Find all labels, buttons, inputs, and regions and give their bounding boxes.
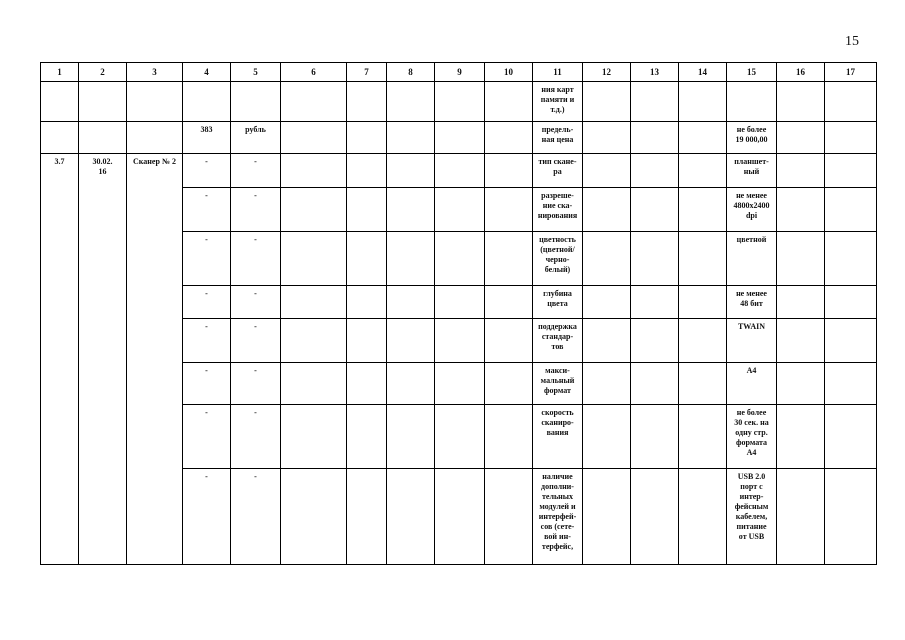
cell-value: цветной <box>727 232 777 286</box>
cell-col17 <box>825 319 877 363</box>
cell-col6 <box>281 232 347 286</box>
cell-col13 <box>631 188 679 232</box>
cell-unit-name: - <box>231 286 281 319</box>
cell-col17 <box>825 286 877 319</box>
cell-unit-code: - <box>183 232 231 286</box>
cell-col12 <box>583 319 631 363</box>
header-cell: 4 <box>183 63 231 82</box>
cell-col2 <box>79 82 127 122</box>
header-cell: 16 <box>777 63 825 82</box>
cell-col13 <box>631 82 679 122</box>
cell-col13 <box>631 122 679 154</box>
cell-characteristic: глубина цвета <box>533 286 583 319</box>
cell-value: USB 2.0 порт с интер- фейсным кабелем, питание от USB <box>727 469 777 565</box>
cell-col12 <box>583 122 631 154</box>
header-cell: 2 <box>79 63 127 82</box>
header-cell: 3 <box>127 63 183 82</box>
cell-characteristic: цветность (цветной/ черно- белый) <box>533 232 583 286</box>
cell-characteristic: наличие дополни- тельных модулей и интерфей- сов (сете- вой ин- терфейс, <box>533 469 583 565</box>
cell-col6 <box>281 363 347 405</box>
cell-col14 <box>679 469 727 565</box>
table-row <box>41 82 877 122</box>
cell-okpd-code: 30.02. 16 <box>79 154 127 565</box>
cell-value: не более 19 000,00 <box>727 122 777 154</box>
cell-characteristic: скорость сканиро- вания <box>533 405 583 469</box>
cell-col8 <box>387 319 435 363</box>
cell-col17 <box>825 363 877 405</box>
cell-col14 <box>679 122 727 154</box>
cell-unit-code: - <box>183 154 231 188</box>
cell-col16 <box>777 319 825 363</box>
cell-col7 <box>347 232 387 286</box>
cell-col14 <box>679 154 727 188</box>
cell-value: не менее 4800х2400 dpi <box>727 188 777 232</box>
cell-unit-name: - <box>231 469 281 565</box>
header-cell: 14 <box>679 63 727 82</box>
cell-col3 <box>127 122 183 154</box>
cell-unit-name: рубль <box>231 122 281 154</box>
cell-col9 <box>435 232 485 286</box>
cell-col8 <box>387 188 435 232</box>
header-cell: 8 <box>387 63 435 82</box>
table-header-row <box>41 63 877 82</box>
cell-col17 <box>825 154 877 188</box>
cell-col16 <box>777 122 825 154</box>
cell-unit-code: - <box>183 286 231 319</box>
header-cell: 5 <box>231 63 281 82</box>
cell-col9 <box>435 122 485 154</box>
cell-col16 <box>777 188 825 232</box>
cell-characteristic: предель- ная цена <box>533 122 583 154</box>
cell-item-name: Сканер № 2 <box>127 154 183 565</box>
cell-col17 <box>825 188 877 232</box>
cell-col7 <box>347 154 387 188</box>
cell-col7 <box>347 122 387 154</box>
cell-unit-code: 383 <box>183 122 231 154</box>
cell-unit-name: - <box>231 363 281 405</box>
cell-value <box>727 82 777 122</box>
cell-col17 <box>825 469 877 565</box>
cell-value: планшет- ный <box>727 154 777 188</box>
cell-col17 <box>825 232 877 286</box>
cell-characteristic: тип скане- ра <box>533 154 583 188</box>
cell-col12 <box>583 188 631 232</box>
cell-col9 <box>435 188 485 232</box>
cell-col12 <box>583 363 631 405</box>
cell-col8 <box>387 154 435 188</box>
cell-item-number: 3.7 <box>41 154 79 565</box>
cell-unit-name: - <box>231 154 281 188</box>
cell-col8 <box>387 405 435 469</box>
cell-col13 <box>631 286 679 319</box>
cell-col9 <box>435 469 485 565</box>
cell-col14 <box>679 363 727 405</box>
cell-value: не более 30 сек. на одну стр. формата А4 <box>727 405 777 469</box>
cell-col7 <box>347 286 387 319</box>
header-cell: 17 <box>825 63 877 82</box>
header-cell: 7 <box>347 63 387 82</box>
cell-col7 <box>347 405 387 469</box>
cell-col6 <box>281 82 347 122</box>
specification-table <box>40 62 877 565</box>
cell-col9 <box>435 363 485 405</box>
cell-col17 <box>825 122 877 154</box>
cell-col10 <box>485 286 533 319</box>
header-cell: 10 <box>485 63 533 82</box>
cell-col10 <box>485 363 533 405</box>
cell-col8 <box>387 122 435 154</box>
cell-col6 <box>281 154 347 188</box>
cell-col13 <box>631 469 679 565</box>
cell-col14 <box>679 405 727 469</box>
cell-col7 <box>347 188 387 232</box>
cell-col6 <box>281 122 347 154</box>
header-cell: 9 <box>435 63 485 82</box>
cell-col16 <box>777 363 825 405</box>
cell-characteristic: разреше- ние ска- нирования <box>533 188 583 232</box>
cell-col16 <box>777 469 825 565</box>
cell-unit-code: - <box>183 469 231 565</box>
cell-col13 <box>631 405 679 469</box>
cell-col13 <box>631 154 679 188</box>
cell-col14 <box>679 232 727 286</box>
cell-col16 <box>777 82 825 122</box>
cell-col17 <box>825 405 877 469</box>
cell-col16 <box>777 405 825 469</box>
cell-col9 <box>435 319 485 363</box>
cell-characteristic: ния карт памяти и т.д.) <box>533 82 583 122</box>
cell-col7 <box>347 469 387 565</box>
cell-col10 <box>485 469 533 565</box>
header-cell: 1 <box>41 63 79 82</box>
cell-col1 <box>41 82 79 122</box>
cell-col13 <box>631 232 679 286</box>
cell-col1 <box>41 122 79 154</box>
cell-col12 <box>583 154 631 188</box>
cell-col13 <box>631 363 679 405</box>
cell-col16 <box>777 286 825 319</box>
cell-col17 <box>825 82 877 122</box>
cell-col6 <box>281 286 347 319</box>
cell-col7 <box>347 319 387 363</box>
table-row <box>41 154 877 188</box>
cell-col7 <box>347 363 387 405</box>
cell-col10 <box>485 405 533 469</box>
cell-col2 <box>79 122 127 154</box>
cell-col6 <box>281 319 347 363</box>
cell-unit-name <box>231 82 281 122</box>
header-cell: 12 <box>583 63 631 82</box>
cell-col12 <box>583 232 631 286</box>
cell-col9 <box>435 154 485 188</box>
cell-unit-name: - <box>231 188 281 232</box>
cell-unit-code: - <box>183 188 231 232</box>
cell-col7 <box>347 82 387 122</box>
cell-col6 <box>281 188 347 232</box>
cell-col8 <box>387 286 435 319</box>
cell-col8 <box>387 82 435 122</box>
cell-col14 <box>679 319 727 363</box>
cell-col14 <box>679 286 727 319</box>
cell-unit-name: - <box>231 405 281 469</box>
cell-characteristic: поддержка стандар- тов <box>533 319 583 363</box>
cell-col16 <box>777 232 825 286</box>
cell-unit-code: - <box>183 319 231 363</box>
cell-value: А4 <box>727 363 777 405</box>
cell-col12 <box>583 469 631 565</box>
cell-col3 <box>127 82 183 122</box>
header-cell: 15 <box>727 63 777 82</box>
cell-unit-name: - <box>231 232 281 286</box>
cell-col8 <box>387 232 435 286</box>
cell-col14 <box>679 188 727 232</box>
cell-col10 <box>485 319 533 363</box>
cell-col12 <box>583 82 631 122</box>
cell-unit-code: - <box>183 363 231 405</box>
cell-col12 <box>583 405 631 469</box>
cell-col6 <box>281 469 347 565</box>
cell-unit-code <box>183 82 231 122</box>
header-cell: 11 <box>533 63 583 82</box>
cell-characteristic: макси- мальный формат <box>533 363 583 405</box>
cell-col8 <box>387 363 435 405</box>
cell-col8 <box>387 469 435 565</box>
table-row <box>41 122 877 154</box>
cell-col10 <box>485 232 533 286</box>
cell-col10 <box>485 122 533 154</box>
cell-col6 <box>281 405 347 469</box>
cell-col9 <box>435 82 485 122</box>
cell-value: TWAIN <box>727 319 777 363</box>
cell-col9 <box>435 405 485 469</box>
page-number: 15 <box>845 34 859 49</box>
cell-unit-name: - <box>231 319 281 363</box>
cell-col9 <box>435 286 485 319</box>
cell-unit-code: - <box>183 405 231 469</box>
cell-value: не менее 48 бит <box>727 286 777 319</box>
header-cell: 13 <box>631 63 679 82</box>
header-cell: 6 <box>281 63 347 82</box>
cell-col10 <box>485 188 533 232</box>
cell-col10 <box>485 154 533 188</box>
cell-col10 <box>485 82 533 122</box>
cell-col16 <box>777 154 825 188</box>
cell-col13 <box>631 319 679 363</box>
cell-col14 <box>679 82 727 122</box>
cell-col12 <box>583 286 631 319</box>
